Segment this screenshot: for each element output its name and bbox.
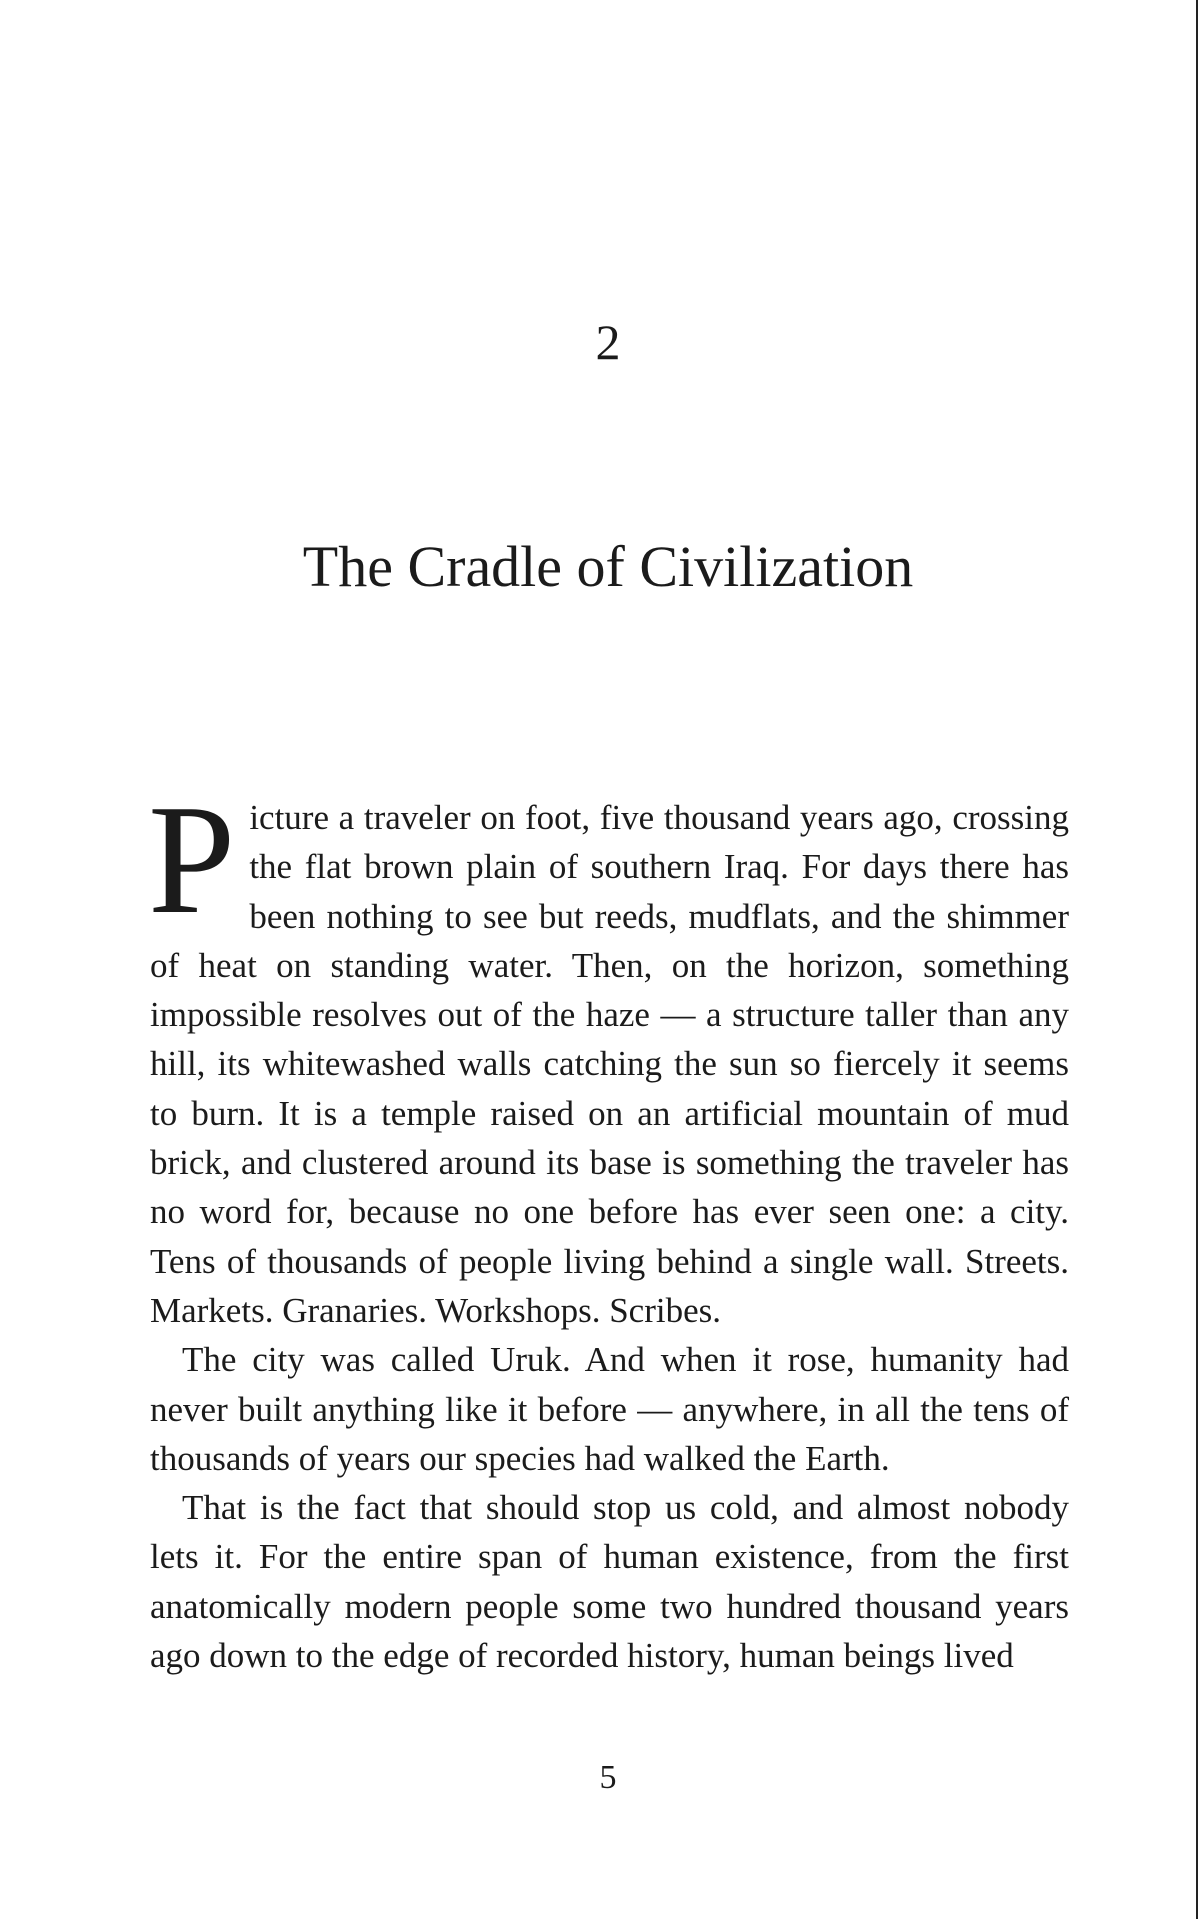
drop-cap-letter: P bbox=[148, 772, 236, 946]
chapter-number: 2 bbox=[595, 314, 621, 370]
paragraph-1-text: icture a traveler on foot, five thousand years ago, crossing the flat brown plain of southern Iraq. For days there has been nothing to see but reeds, mudflats, and the shimmer of heat on standing water. Then, on the horizon, something impossible resolves out of the haze — a structure taller than any hill, its whitewashed walls catching the sun so fiercely it seems to burn. It is a temple raised on an artificial mountain of mud brick, and clustered around its base is something the traveler has no word for, because no one before has ever seen one: a city. Tens of thousands of people living behind a single wall. Streets. Markets. Granaries. Workshops. Scribes. bbox=[150, 798, 1069, 1330]
paragraph-2: The city was called Uruk. And when it rose, humanity had never built anything like it before — anywhere, in all the tens of thousands of years our species had walked the Earth. bbox=[150, 1340, 1069, 1478]
page-number: 5 bbox=[599, 1759, 617, 1796]
chapter-body bbox=[148, 772, 1069, 1680]
paragraph-1 bbox=[148, 772, 1069, 1335]
paragraph-3: That is the fact that should stop us cold, and almost nobody lets it. For the entire span of human existence, from the first anatomically modern people some two hundred thousand years ago down to the edge of recorded history, human beings lived bbox=[150, 1488, 1069, 1676]
chapter-title: The Cradle of Civilization bbox=[302, 534, 914, 599]
